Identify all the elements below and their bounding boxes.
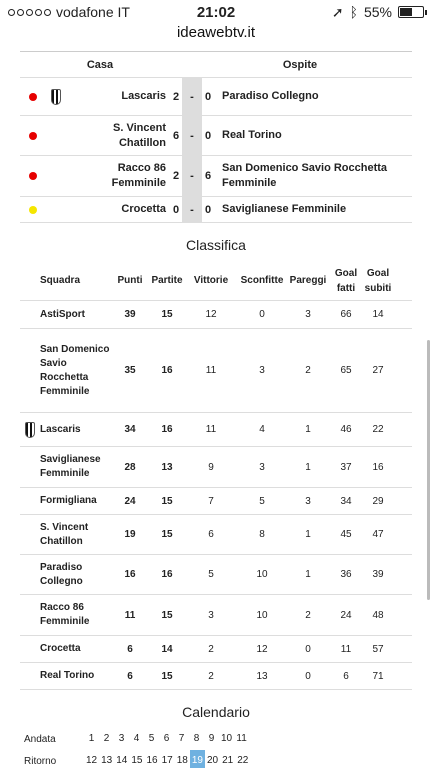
col-lost: Sconfitte (240, 275, 284, 286)
home-header: Casa (86, 58, 114, 71)
match-row[interactable] (20, 156, 412, 197)
table-row[interactable] (20, 301, 412, 329)
won: 6 (208, 529, 214, 540)
status-dot (29, 206, 37, 214)
away-score: 0 (204, 129, 212, 142)
played: 16 (161, 424, 173, 435)
away-score: 0 (204, 90, 212, 103)
team-name[interactable]: Racco 86 Femminile (40, 602, 90, 627)
ritorno-row (24, 750, 408, 768)
table-row[interactable] (20, 413, 412, 447)
points: 28 (124, 461, 136, 473)
team-name[interactable]: Real Torino (40, 670, 95, 681)
col-played: Partite (151, 275, 183, 286)
status-bar (0, 0, 432, 24)
points: 11 (124, 609, 136, 621)
battery-icon (398, 6, 424, 18)
andata-label: Andata (24, 733, 56, 745)
lost: 3 (259, 461, 265, 473)
lost: 4 (259, 424, 265, 435)
battery-fill (400, 8, 412, 16)
results-header (20, 52, 412, 78)
score-separator: - (182, 78, 202, 115)
calendar (24, 728, 408, 768)
away-team: San Domenico Savio Rocchetta Femminile (222, 162, 388, 189)
drawn: 0 (305, 643, 311, 655)
drawn: 1 (305, 424, 311, 435)
goals-for: 65 (340, 365, 352, 376)
home-team: S. Vincent Chatillon (113, 121, 166, 149)
table-row[interactable] (20, 595, 412, 636)
won: 2 (208, 643, 214, 655)
divider (20, 44, 412, 52)
calendar-day-10[interactable]: 10 (221, 733, 233, 744)
goals-against: 29 (372, 495, 384, 507)
home-score: 2 (172, 170, 180, 182)
bluetooth-icon: ᛒ (349, 4, 358, 20)
home-team: Lascaris (121, 90, 166, 102)
location-arrow-icon: ➚ (331, 3, 344, 20)
table-row[interactable] (20, 515, 412, 555)
team-name[interactable]: S. Vincent Chatillon (40, 521, 89, 547)
away-score: 6 (204, 170, 212, 182)
calendar-day-12[interactable]: 12 (86, 755, 98, 766)
away-team: Paradiso Collegno (222, 90, 319, 102)
points: 19 (124, 529, 136, 540)
calendar-day-7[interactable]: 7 (178, 733, 185, 744)
status-dot-cell (20, 132, 46, 140)
goals-against: 22 (372, 424, 384, 435)
signal-icon (8, 9, 51, 16)
played: 15 (161, 495, 173, 507)
standings-header (20, 261, 412, 301)
team-logo-cell (20, 422, 40, 438)
goals-for: 46 (340, 424, 352, 435)
match-row[interactable] (20, 197, 412, 223)
lost: 8 (259, 529, 265, 540)
score-separator: - (182, 116, 202, 155)
home-score: 0 (172, 203, 180, 216)
drawn: 3 (305, 309, 311, 320)
calendar-day-16[interactable]: 16 (146, 755, 158, 766)
played: 16 (161, 569, 173, 580)
won: 11 (205, 365, 217, 376)
away-header: Ospite (282, 58, 318, 71)
carrier-name: vodafone IT (56, 4, 130, 20)
calendar-day-21[interactable]: 21 (222, 755, 234, 766)
played: 16 (161, 365, 173, 376)
drawn: 0 (305, 670, 311, 682)
calendar-day-14[interactable]: 14 (116, 755, 128, 766)
won: 12 (205, 309, 217, 320)
url-bar[interactable]: ideawebtv.it (176, 24, 256, 41)
calendar-day-4[interactable]: 4 (133, 733, 140, 744)
col-points: Punti (117, 275, 143, 286)
table-row[interactable] (20, 636, 412, 663)
drawn: 1 (305, 529, 311, 540)
home-team: Crocetta (121, 203, 166, 215)
team-logo-cell (46, 89, 66, 105)
goals-for: 34 (340, 495, 352, 507)
drawn: 2 (305, 609, 311, 621)
calendar-day-1[interactable]: 1 (88, 733, 95, 744)
points: 34 (124, 424, 136, 435)
calendar-day-13[interactable]: 13 (101, 755, 113, 766)
calendar-day-2[interactable]: 2 (103, 733, 110, 744)
played: 13 (161, 461, 173, 473)
away-score: 0 (204, 203, 212, 216)
lost: 5 (259, 495, 265, 507)
team-name[interactable]: AstiSport (40, 308, 85, 320)
calendar-day-18[interactable]: 18 (176, 755, 188, 766)
goals-against: 57 (372, 643, 384, 655)
team-name[interactable]: Formigliana (40, 495, 97, 506)
points: 6 (127, 670, 133, 682)
calendar-title: Calendario (182, 704, 250, 720)
match-row[interactable] (20, 78, 412, 116)
points: 35 (124, 365, 136, 376)
ritorno-label: Ritorno (24, 755, 57, 767)
team-name[interactable]: San Domenico Savio Rocchetta Femminile (40, 343, 110, 397)
goals-against: 16 (372, 461, 384, 473)
points: 24 (124, 495, 136, 507)
lost: 10 (256, 569, 268, 580)
clock: 21:02 (196, 3, 236, 21)
status-dot-cell (20, 172, 46, 180)
drawn: 3 (305, 495, 311, 507)
calendar-day-20[interactable]: 20 (207, 755, 219, 766)
lost: 3 (259, 365, 265, 376)
home-score: 6 (172, 129, 180, 142)
calendar-day-3[interactable]: 3 (118, 733, 125, 744)
score-separator: - (182, 156, 202, 196)
table-row[interactable] (20, 329, 412, 413)
match-row[interactable] (20, 116, 412, 156)
calendar-day-15[interactable]: 15 (131, 755, 143, 766)
team-name[interactable]: Crocetta (40, 643, 81, 654)
calendar-day-11[interactable]: 11 (236, 733, 247, 744)
won: 5 (208, 569, 214, 580)
goals-for: 37 (340, 461, 352, 473)
col-goals-against: Goal subiti (364, 267, 392, 294)
goals-for: 36 (340, 569, 352, 580)
table-row[interactable] (20, 488, 412, 515)
goals-for: 6 (343, 670, 349, 682)
table-row[interactable] (20, 555, 412, 595)
points: 39 (124, 309, 136, 320)
status-dot-cell (20, 93, 46, 101)
goals-against: 14 (372, 309, 384, 320)
status-dot (29, 172, 37, 180)
calendar-day-17[interactable]: 17 (161, 755, 173, 766)
standings-title: Classifica (186, 237, 246, 253)
col-team: Squadra (40, 275, 81, 286)
team-logo-icon (25, 422, 35, 438)
goals-against: 47 (372, 529, 384, 540)
won: 11 (205, 424, 217, 435)
played: 15 (161, 309, 173, 320)
goals-against: 48 (372, 609, 384, 621)
lost: 13 (256, 670, 268, 682)
goals-against: 27 (372, 365, 384, 376)
goals-for: 45 (340, 529, 352, 540)
won: 9 (208, 461, 214, 473)
won: 2 (208, 670, 214, 682)
goals-for: 66 (340, 309, 352, 320)
status-dot (29, 93, 37, 101)
table-row[interactable] (20, 447, 412, 488)
played: 15 (161, 670, 173, 682)
col-won: Vittorie (193, 275, 229, 286)
home-team: Racco 86 Femminile (111, 162, 166, 189)
status-dot-cell (20, 206, 46, 214)
won: 7 (208, 495, 214, 507)
drawn: 1 (305, 461, 311, 473)
away-team: Real Torino (222, 129, 282, 141)
points: 16 (124, 569, 136, 580)
col-goals-for: Goal fatti (334, 267, 358, 294)
calendar-day-9[interactable]: 9 (208, 733, 215, 744)
team-name[interactable]: Saviglianese Femminile (40, 454, 101, 479)
home-score: 2 (172, 90, 180, 103)
goals-for: 11 (340, 643, 352, 655)
calendar-day-22[interactable]: 22 (237, 755, 249, 766)
table-row[interactable] (20, 663, 412, 690)
drawn: 1 (305, 569, 311, 580)
calendar-day-8[interactable]: 8 (193, 733, 200, 744)
team-name[interactable]: Lascaris (40, 423, 81, 435)
andata-row (24, 728, 408, 750)
won: 3 (208, 609, 214, 621)
col-drawn: Pareggi (289, 275, 327, 286)
played: 15 (161, 609, 173, 621)
drawn: 2 (305, 365, 311, 376)
standings-table (20, 261, 412, 690)
points: 6 (127, 643, 133, 655)
score-separator: - (182, 197, 202, 222)
calendar-day-6[interactable]: 6 (163, 733, 170, 744)
goals-for: 24 (340, 609, 352, 621)
results-table (20, 52, 412, 223)
lost: 10 (256, 609, 268, 621)
status-dot (29, 132, 37, 140)
calendar-day-19[interactable]: 19 (190, 750, 205, 768)
battery-percent: 55% (363, 4, 392, 20)
played: 15 (161, 529, 173, 540)
calendar-day-5[interactable]: 5 (148, 733, 155, 744)
goals-against: 71 (372, 670, 384, 682)
team-name[interactable]: Paradiso Collegno (40, 561, 83, 587)
goals-against: 39 (372, 569, 384, 580)
lost: 0 (259, 309, 265, 320)
away-team: Saviglianese Femminile (222, 203, 347, 215)
played: 14 (161, 643, 173, 655)
team-logo-icon (51, 89, 61, 105)
lost: 12 (256, 643, 268, 655)
scrollbar[interactable] (427, 340, 430, 600)
